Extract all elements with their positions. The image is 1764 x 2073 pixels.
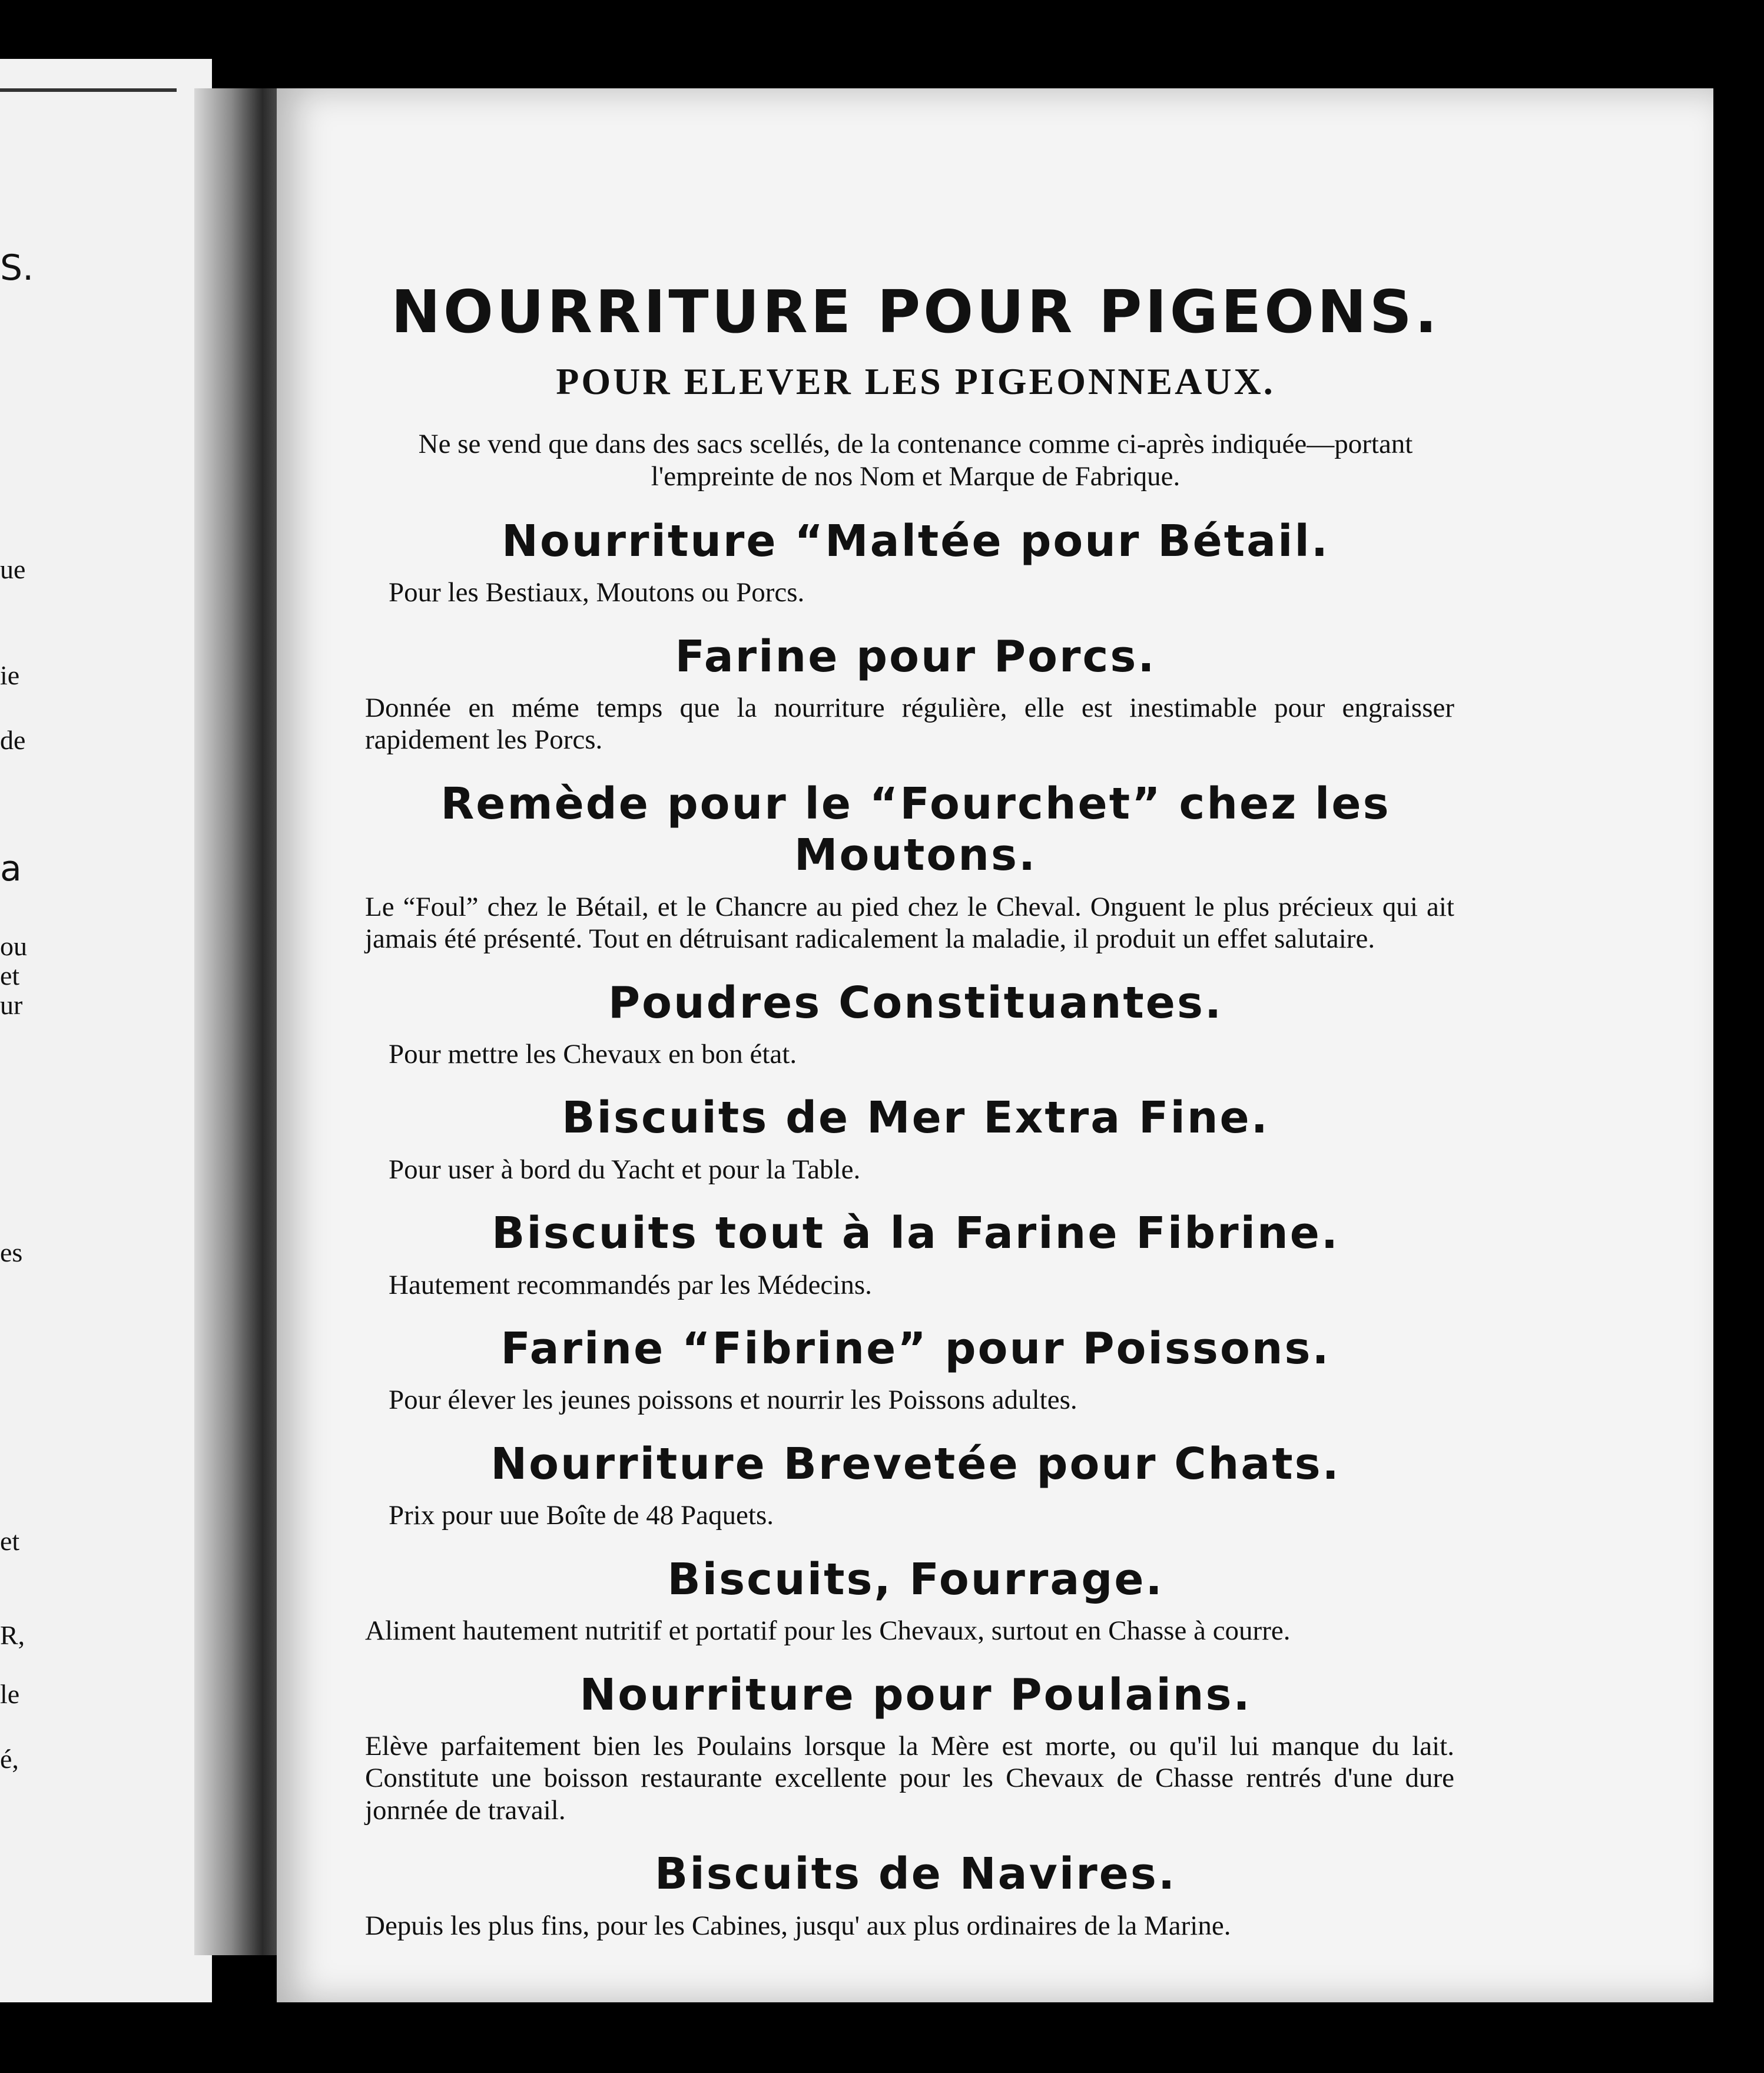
page-content — [365, 277, 1466, 1942]
product-entry — [365, 1849, 1466, 1942]
product-description: Depuis les plus fins, pour les Cabines, jusqu' aux plus ordinaires de la Marine. — [365, 1910, 1231, 1941]
left-fragment: de — [0, 725, 26, 755]
product-description: Aliment hautement nutritif et portatif pour les Chevaux, surtout en Chasse à courre. — [365, 1615, 1291, 1646]
product-title: Biscuits de Navires. — [654, 1849, 1177, 1900]
product-entry — [365, 1323, 1466, 1416]
product-entry — [365, 779, 1466, 955]
product-description: Elève parfaitement bien les Poulains lorsque la Mère est morte, ou qu'il lui manque du lait. Constitute une boisson restaurante excellente pour les Chevaux de Chasse rentrés d'une dure jonrnée de travail. — [365, 1730, 1454, 1826]
left-fragment: et — [0, 961, 20, 991]
product-description: Prix pour uue Boîte de 48 Paquets. — [389, 1500, 774, 1531]
left-fragment: le — [0, 1679, 20, 1709]
product-title: Nourriture pour Poulains. — [579, 1669, 1252, 1720]
left-fragment: R, — [0, 1620, 25, 1650]
product-entry — [365, 978, 1466, 1071]
product-title: Farine pour Porcs. — [675, 631, 1156, 682]
product-description: Hautement recommandés par les Médecins. — [389, 1269, 872, 1300]
product-title: Nourriture Brevetée pour Chats. — [490, 1438, 1341, 1489]
product-title: Biscuits de Mer Extra Fine. — [562, 1092, 1269, 1144]
product-description: Pour mettre les Chevaux en bon état. — [389, 1038, 797, 1069]
product-description: Le “Foul” chez le Bétail, et le Chancre au pied chez le Cheval. Onguent le plus précieux qui ait jamais été présenté. Tout en détruisant radicalement la maladie, il produit un effet salutaire. — [365, 891, 1454, 955]
intro-text: Ne se vend que dans des sacs scellés, de la contenance comme ci-après indiquée—portant l'empreinte de nos Nom et Marque de Fabrique. — [418, 428, 1413, 492]
product-entry — [365, 1208, 1466, 1301]
product-entry — [365, 1554, 1466, 1647]
page-title: NOURRITURE POUR PIGEONS. — [391, 277, 1440, 346]
left-fragment: et — [0, 1526, 20, 1556]
left-fragment: S. — [0, 247, 34, 289]
product-entry — [365, 1670, 1466, 1827]
left-fragment: es — [0, 1237, 23, 1267]
product-description: Pour élever les jeunes poissons et nourrir les Poissons adultes. — [389, 1385, 1077, 1416]
product-description: Donnée en méme temps que la nourriture régulière, elle est inestimable pour engraisser rapidement les Porcs. — [365, 692, 1454, 756]
product-title: Farine “Fibrine” pour Poissons. — [500, 1323, 1331, 1375]
page-edge-line — [0, 88, 177, 92]
left-fragment: ur — [0, 990, 23, 1020]
product-entry — [365, 631, 1466, 756]
product-entry — [365, 516, 1466, 609]
product-entry — [365, 1439, 1466, 1532]
product-description: Pour les Bestiaux, Moutons ou Porcs. — [389, 577, 805, 608]
page-subtitle: POUR ELEVER LES PIGEONNEAUX. — [556, 360, 1275, 402]
product-title: Poudres Constituantes. — [608, 977, 1223, 1028]
product-title: Nourriture “Maltée pour Bétail. — [502, 515, 1329, 567]
product-title: Biscuits tout à la Farine Fibrine. — [491, 1208, 1340, 1259]
left-fragment: ie — [0, 660, 20, 690]
left-fragment: ou — [0, 931, 27, 961]
left-page — [0, 59, 212, 2002]
left-fragment: ue — [0, 554, 26, 584]
product-description: Pour user à bord du Yacht et pour la Table. — [389, 1154, 861, 1185]
product-title: Remède pour le “Fourchet” chez les Moutons. — [440, 778, 1391, 881]
left-fragment: é, — [0, 1744, 19, 1774]
product-title: Biscuits, Fourrage. — [667, 1554, 1164, 1605]
left-fragment: a — [0, 848, 22, 889]
product-entry — [365, 1092, 1466, 1185]
